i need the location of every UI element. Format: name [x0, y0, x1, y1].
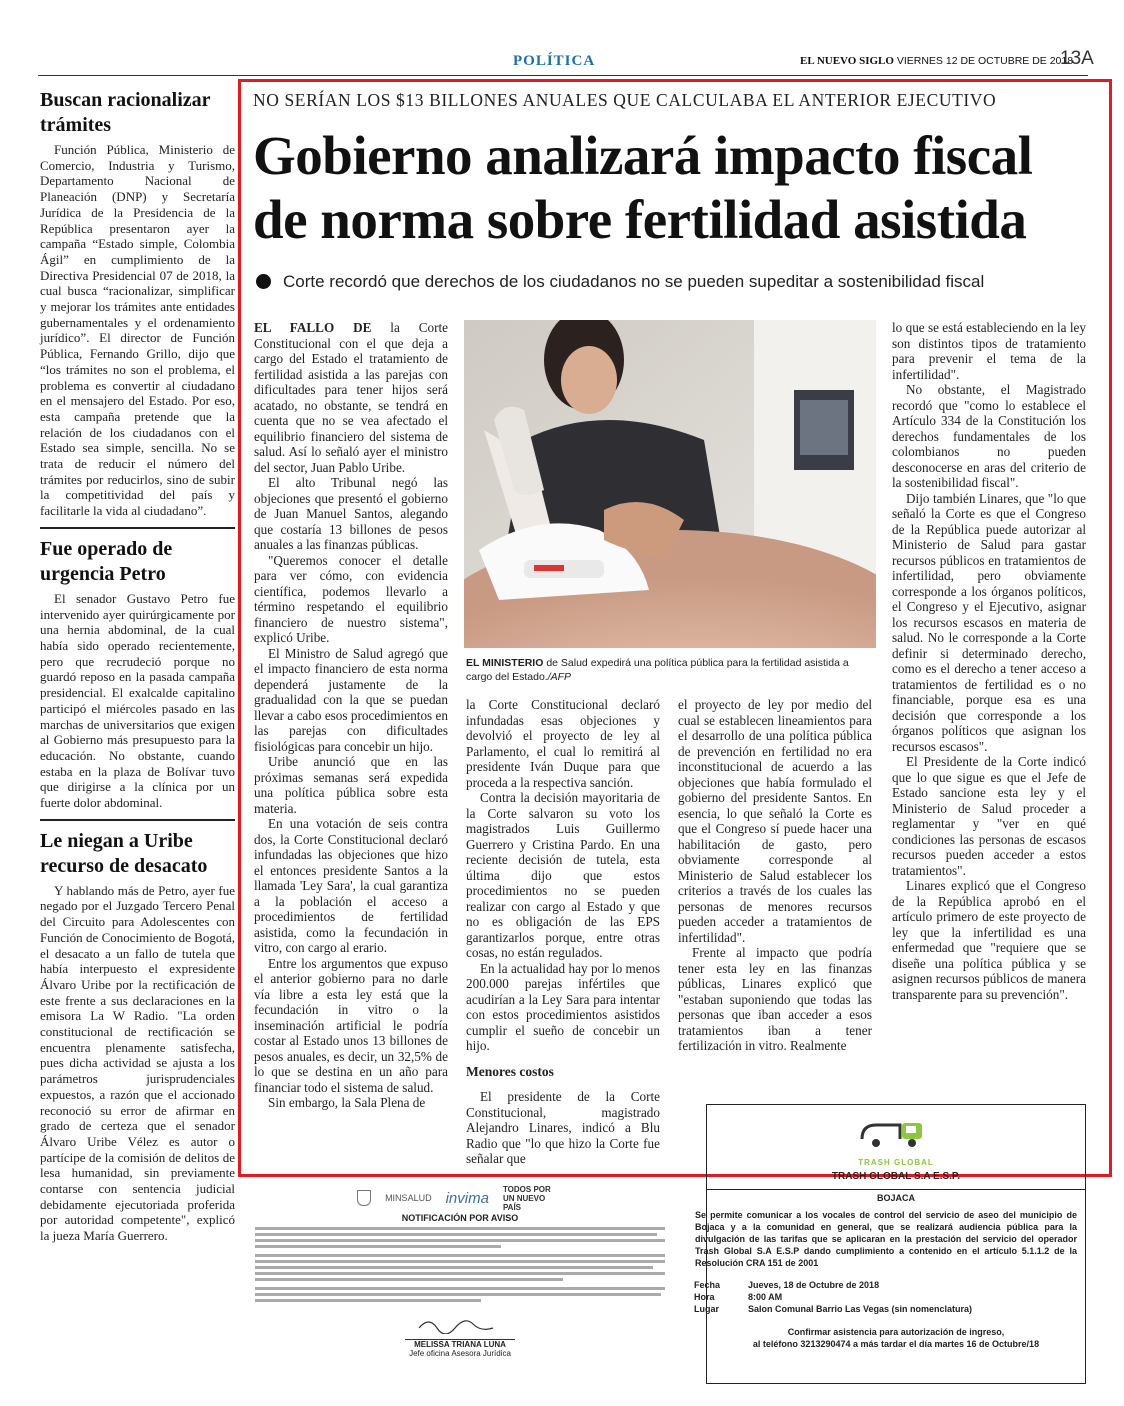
paragraph: la Corte Constitucional declaró infundadas esas objeciones y devolvió el proyecto de ley al Parlamento, el cual lo remitirá al presidente Iván Duque para que proceda a la respectiva sanción. [466, 697, 660, 790]
brief-body: Y hablando más de Petro, ayer fue negado por el Juzgado Tercero Penal del Circuito para Adolescentes con Función de Conocimiento de Bogotá, el desacato a un fallo de tutela que había interpuesto el expresidente Álvaro Uribe por la rectificación de este frente a sus declaraciones en la emisora La W Radio. "La orden constitucional de rectificación se encuentra plenamente satisfecha, pues dicha actividad se ajusta a los parámetros jurisprudenciales expuestos, a razón que el accionado reconoció su error de afirmar en grado de certeza que el senador Álvaro Uribe Vélez es autor o partícipe de la comisión de delitos de lesa humanidad, sin previamente contarse con sentencia judicial debidamente ejecutoriada proferida por autoridad competente", explicó la jueza María Guerrero. [40, 882, 235, 1244]
article-photo [464, 320, 876, 648]
publication-date: VIERNES 12 DE OCTUBRE DE 2018 [896, 55, 1074, 67]
article-column-3 [678, 697, 872, 1054]
trash-town: BOJACA [876, 1193, 915, 1203]
confirm-line-2: al teléfono 3213290474 a más tardar el día martes 16 de Octubre/18 [752, 1339, 1040, 1349]
lugar-value: Salon Comunal Barrio Las Vegas (sin nomenclatura) [748, 1304, 973, 1314]
trash-body: Se permite comunicar a los vocales de control del servicio de aseo del municipio de Bojaca y a la comunidad en general, que se realizará audiencia pública para la divulgación de las tarifas que se aplicaran en la prestación del servicio del operador Trash Global S.A E.S.P dando cumplimiento a contenido en el artículo 5.1.1.2 de la Resolución CRA 151 de 2001 [695, 1210, 1077, 1268]
logo-invima: invima [445, 1189, 489, 1207]
caption-text: de Salud expedirá una política pública para la fertilidad asistida a cargo del Estado. [466, 657, 849, 683]
trash-global-ad [694, 1104, 1086, 1384]
lead-caps: EL FALLO DE [254, 320, 372, 335]
fecha-value: Jueves, 18 de Octubre de 2018 [748, 1280, 880, 1290]
section-subheading: Menores costos [466, 1063, 554, 1079]
paragraph: lo que se está estableciendo en la ley son distintos tipos de tratamiento para prevenir el tema de la infertilidad". [892, 320, 1086, 382]
divider [40, 527, 235, 529]
brief-title: Fue operado de urgencia Petro [40, 537, 173, 585]
paragraph: El Ministro de Salud agregó que el impacto financiero de esta norma dependerá justamente de la gradualidad con la que se puedan llevar a cabo esos procedimientos en las parejas con dificultades fisiológicas para concebir un hijo. [254, 645, 448, 754]
subhead-text: Corte recordó que derechos de los ciudadanos no se pueden supeditar a sostenibilidad fiscal [283, 272, 985, 291]
paragraph: el proyecto de ley por medio del cual se establecen lineamientos para el desarrollo de una política pública de prevención en fertilidad no era inconstitucional de acuerdo a las objeciones que había formulado el gobierno del presidente Santos. En esencia, lo que señaló la Corte es que el Congreso sí puede hacer una habilitación de gasto, pero obviamente corresponde al Ministerio de Salud establecer los criterios a través de los cuales las personas de menores recursos pueden acceder a tratamientos de infertilidad". [678, 697, 872, 945]
paragraph: Frente al impacto que podría tener esta ley en las finanzas públicas, Linares explicó que "estaban suponiendo que todas las personas que iban acceder a esos tratamientos iban a tener fertilización in vitro. Realmente [678, 945, 872, 1053]
crest-icon [357, 1190, 371, 1206]
confirm-line-1: Confirmar asistencia para autorización de ingreso, [787, 1327, 1005, 1337]
page-number: 13A [1060, 48, 1094, 69]
hora-value: 8:00 AM [748, 1292, 783, 1302]
signature [255, 1316, 665, 1358]
signature-role: Jefe oficina Asesora Jurídica [409, 1349, 511, 1358]
headline-line: Gobierno analizará impacto fiscal [253, 125, 1033, 186]
paragraph: la Corte Constitucional con el que deja a cargo del Estado el tratamiento de fertilidad asistida a las parejas con dificultades para tener hijos será acatado, no obstante, se tendrá en cuenta que no se vea afectado el equilibrio financiero del sistema de salud. Así lo señaló ayer el ministro del sector, Juan Pablo Uribe. [254, 320, 448, 475]
paragraph: Dijo también Linares, que "lo que señaló la Corte es que el Congreso de la República puede autorizar al Ministerio de Salud para gastar recursos públicos en tratamientos de infertilidad, pero obviamente corresponde a los órganos políticos, el Congreso y el Ejecutivo, asignar los recursos escasos en materia de salud. No le corresponde a la Corte definir si determinado derecho, como es el derecho a tener acceso a tratamientos de fertilidad es o no financiable, porque esa es una decisión que corresponde a los órganos políticos que asignan los recursos escasos". [892, 490, 1086, 754]
paragraph: Linares explicó que el Congreso de la República aprobó en el artículo primero de este proyecto de ley que la infertilidad es una enfermedad que "requiere que se diseñe una política pública y se asignen recursos públicos de manera transparente para su prevención". [892, 878, 1086, 1002]
hora-label: Hora [694, 1292, 715, 1302]
paragraph: El Presidente de la Corte indicó que lo que sigue es que el Jefe de Estado sancione esta ley y el Ministerio de Salud proceder a reglamentar y "ver en qué condiciones las personas de escasos recursos pueden acceder a estos tratamientos". [892, 754, 1086, 878]
fecha-label: Fecha [694, 1280, 721, 1290]
trash-logo-text: TRASH GLOBAL [858, 1158, 934, 1167]
paragraph: En una votación de seis contra dos, la Corte Constitucional declaró infundadas las objeciones que hizo el entonces presidente Santos a la llamada 'Ley Sara', la cual garantiza a la población el acceso a procedimientos de fertilidad asistida, como la fecundación in vitro, con cargo al erario. [254, 816, 448, 955]
article-column-4 [892, 320, 1086, 1002]
paragraph: En la actualidad hay por lo menos 200.000 parejas infértiles que acudirían a la Ley Sara para intentar con estos procedimientos asistidos cumplir el sueño de concebir un hijo. [466, 960, 660, 1053]
paragraph: Uribe anunció que en las próximas semanas será expedida una política pública sobre esta materia. [254, 754, 448, 816]
notice-title: NOTIFICACIÓN POR AVISO [401, 1213, 519, 1223]
headline-line: de norma sobre fertilidad asistida [253, 189, 1027, 250]
paragraph: El presidente de la Corte Constitucional, magistrado Alejandro Linares, indicó a Blu Radio que "lo que hizo la Corte fue señalar que [466, 1089, 660, 1166]
article-headline [253, 124, 1103, 252]
article-column-1 [254, 320, 448, 1111]
article-subhead [256, 272, 1106, 292]
paragraph: El alto Tribunal negó las objeciones que presentó el gobierno de Juan Manuel Santos, alegando que costaría 13 billones de pesos anuales a las finanzas públicas. [254, 475, 448, 552]
publication-name: EL NUEVO SIGLO [800, 55, 894, 67]
logo-minsalud: MINSALUD [385, 1193, 432, 1203]
invima-notice-ad [255, 1185, 665, 1405]
sidebar [40, 84, 235, 1244]
paragraph: Sin embargo, la Sala Plena de [268, 1095, 426, 1110]
fine-print [255, 1227, 665, 1302]
ultrasound-photo-illustration [464, 320, 876, 648]
paragraph: Contra la decisión mayoritaria de la Corte salvaron su voto los magistrados Luis Guillermo Guerrero y Cristina Pardo. En una reciente decisión de tutela, esta última dijo que estos procedimientos no se pueden realizar con cargo al Estado y que no es obligación de las EPS garantizarlos porque, entre otras cosas, no están regulados. [466, 790, 660, 960]
bullet-icon [256, 274, 271, 289]
article-column-2 [466, 697, 660, 1167]
truck-logo-icon [856, 1115, 936, 1153]
logo-nuevo-pais: TODOS POR UN NUEVO PAÍS [502, 1184, 551, 1212]
header-rule [38, 75, 1088, 76]
divider [40, 819, 235, 821]
brief-title: Le niegan a Uribe recurso de desacato [40, 829, 208, 877]
article-kicker: NO SERÍAN LOS $13 BILLONES ANUALES QUE CALCULABA EL ANTERIOR EJECUTIVO [253, 90, 997, 110]
trash-logo [707, 1115, 1085, 1167]
publication-line [800, 55, 1073, 67]
signature-name: MELISSA TRIANA LUNA [414, 1340, 506, 1349]
signature-scribble-icon [415, 1316, 505, 1334]
caption-lead: EL MINISTERIO [466, 657, 544, 669]
photo-credit: /AFP [547, 671, 572, 683]
ad-logos [255, 1185, 665, 1211]
paragraph: No obstante, el Magistrado recordó que "como lo establece el Artículo 334 de la Constitución los derechos fundamentales de los colombianos no pueden desconocerse en aras del criterio de la sostenibilidad fiscal". [892, 382, 1086, 490]
brief-title: Buscan racionalizar trámites [40, 89, 211, 136]
section-label: POLÍTICA [513, 53, 596, 69]
brief-body: El senador Gustavo Petro fue intervenido ayer quirúrgicamente por una hernia abdominal, de la cual había sido operado recientemente, pero que recrudeció porque no guardó reposo en la pasada campaña presidencial. El exalcalde capitalino participó el miércoles pasado en las marchas de universitarios que exigen al Gobierno más presupuesto para la educación. No obstante, cuando estaba en la plaza de Bolívar tuvo que dirigirse a la clínica por un fuerte dolor abdominal. [40, 590, 235, 811]
paragraph: "Queremos conocer el detalle para ver cómo, con evidencia científica, podemos llevarlo a término respetando el equilibrio financiero de nuestro sistema", explicó Uribe. [254, 552, 448, 645]
paragraph: Entre los argumentos que expuso el anterior gobierno para no darle vía libre a esta ley está que la fecundación in vitro o la inseminación artificial le podría costar al Estado unos 13 billones de pesos anuales, es decir, un 32,5% de lo que se destina en un año para financiar todo el sistema de salud. [254, 955, 448, 1095]
event-details [693, 1279, 973, 1315]
photo-caption [466, 656, 874, 684]
lugar-label: Lugar [694, 1304, 720, 1314]
trash-company: TRASH GLOBAL S.A E.S.P. [831, 1171, 961, 1182]
brief-body: Función Pública, Ministerio de Comercio, Industria y Turismo, Departamento Nacional de Planeación (DNP) y Secretaría Jurídica de la Presidencia de la República presentaron ayer la campaña “Estado simple, Colombia Ágil” en cumplimiento de la Directiva Presidencial 07 de 2018, la cual busca “racionalizar, simplificar y mejorar los trámites ante entidades gubernamentales y el ordenamiento jurídico”. El director de Función Pública, Fernando Grillo, dijo que “los trámites no son el problema, el problema es convertir al ciudadano en el mensajero del Estado. Por eso, esta campaña pretende que la relación de los ciudadanos con el Estado sea simple, sencilla. No se trata de reducir el número del trámites por reducirlos, sino de subir la competitividad del país y facilitarle la vida al ciudadano”. [40, 142, 235, 519]
